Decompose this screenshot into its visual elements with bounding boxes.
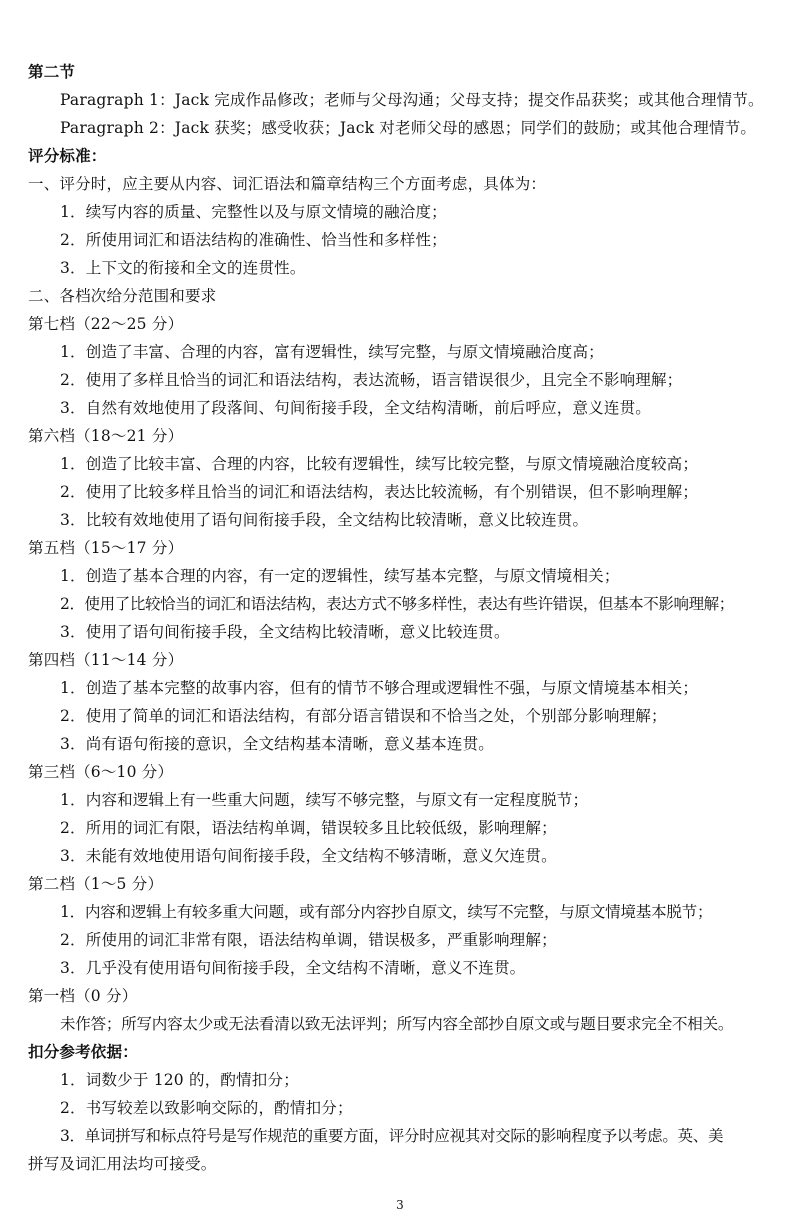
paragraph-1-outline: Paragraph 1：Jack 完成作品修改；老师与父母沟通；父母支持；提交作品获奖；或其他合理情节。	[60, 91, 764, 109]
grade-item: 3．几乎没有使用语句间衔接手段，全文结构不清晰，意义不连贯。	[60, 959, 526, 977]
grade-item: 2．使用了比较恰当的词汇和语法结构，表达方式不够多样性，表达有些许错误，但基本不影响理解；	[60, 595, 734, 613]
grade-title: 第三档（6～10 分）	[28, 763, 174, 781]
grade-title: 第五档（15～17 分）	[28, 539, 184, 557]
grade-item: 3．自然有效地使用了段落间、句间衔接手段，全文结构清晰，前后呼应，意义连贯。	[60, 399, 651, 417]
grade-item: 1．创造了基本完整的故事内容，但有的情节不够合理或逻辑性不强，与原文情境基本相关；	[60, 679, 699, 697]
deduction-item: 2．书写较差以致影响交际的，酌情扣分；	[60, 1099, 353, 1117]
criteria-heading: 评分标准：	[28, 146, 107, 165]
grade-item: 1．创造了丰富、合理的内容，富有逻辑性，续写完整，与原文情境融洽度高；	[60, 343, 604, 361]
grade-item: 2．所用的词汇有限，语法结构单调，错误较多且比较低级，影响理解；	[60, 819, 557, 837]
section-title: 第二节	[28, 62, 76, 81]
grade-item: 1．创造了比较丰富、合理的内容，比较有逻辑性，续写比较完整，与原文情境融洽度较高；	[60, 455, 699, 473]
grade-title: 第六档（18～21 分）	[28, 427, 184, 445]
grade-item: 1．内容和逻辑上有一些重大问题，续写不够完整，与原文有一定程度脱节；	[60, 791, 589, 809]
grade-item: 未作答；所写内容太少或无法看清以致无法评判；所写内容全部抄自原文或与题目要求完全不相关。	[60, 1015, 734, 1033]
deduction-item-continuation: 拼写及词汇用法均可接受。	[28, 1155, 217, 1173]
part1-item: 2．所使用词汇和语法结构的准确性、恰当性和多样性；	[60, 231, 447, 249]
grade-item: 3．使用了语句间衔接手段，全文结构比较清晰，意义比较连贯。	[60, 623, 510, 641]
page-number: 3	[396, 1198, 404, 1212]
grade-title: 第四档（11～14 分）	[28, 651, 184, 669]
grade-item: 2．使用了比较多样且恰当的词汇和语法结构，表达比较流畅，有个别错误，但不影响理解；	[60, 483, 699, 501]
deduction-heading: 扣分参考依据：	[28, 1042, 138, 1061]
grade-item: 2．使用了简单的词汇和语法结构，有部分语言错误和不恰当之处，个别部分影响理解；	[60, 707, 667, 725]
grade-item: 1．创造了基本合理的内容，有一定的逻辑性，续写基本完整，与原文情境相关；	[60, 567, 620, 585]
deduction-item: 1．词数少于 120 的，酌情扣分；	[60, 1071, 299, 1089]
grade-item: 3．比较有效地使用了语句间衔接手段，全文结构比较清晰，意义比较连贯。	[60, 511, 589, 529]
grade-item: 1．内容和逻辑上有较多重大问题，或有部分内容抄自原文，续写不完整，与原文情境基本脱节；	[60, 903, 713, 921]
grade-item: 2．使用了多样且恰当的词汇和语法结构，表达流畅，语言错误很少，且完全不影响理解；	[60, 371, 683, 389]
grade-item: 3．尚有语句衔接的意识，全文结构基本清晰，意义基本连贯。	[60, 735, 494, 753]
grade-item: 2．所使用的词汇非常有限，语法结构单调，错误极多，严重影响理解；	[60, 931, 557, 949]
part1-heading: 一、评分时，应主要从内容、词汇语法和篇章结构三个方面考虑，具体为：	[28, 175, 547, 193]
grade-item: 3．未能有效地使用语句间衔接手段，全文结构不够清晰，意义欠连贯。	[60, 847, 557, 865]
part1-item: 3．上下文的衔接和全文的连贯性。	[60, 259, 306, 277]
grade-title: 第二档（1～5 分）	[28, 875, 164, 893]
part1-item: 1．续写内容的质量、完整性以及与原文情境的融洽度；	[60, 203, 447, 221]
grade-title: 第七档（22～25 分）	[28, 315, 184, 333]
part2-heading: 二、各档次给分范围和要求	[28, 287, 217, 305]
deduction-item: 3．单词拼写和标点符号是写作规范的重要方面，评分时应视其对交际的影响程度予以考虑。英、美	[60, 1127, 724, 1145]
paragraph-2-outline: Paragraph 2：Jack 获奖；感受收获；Jack 对老师父母的感恩；同学们的鼓励；或其他合理情节。	[60, 119, 757, 137]
grade-title: 第一档（0 分）	[28, 987, 138, 1005]
